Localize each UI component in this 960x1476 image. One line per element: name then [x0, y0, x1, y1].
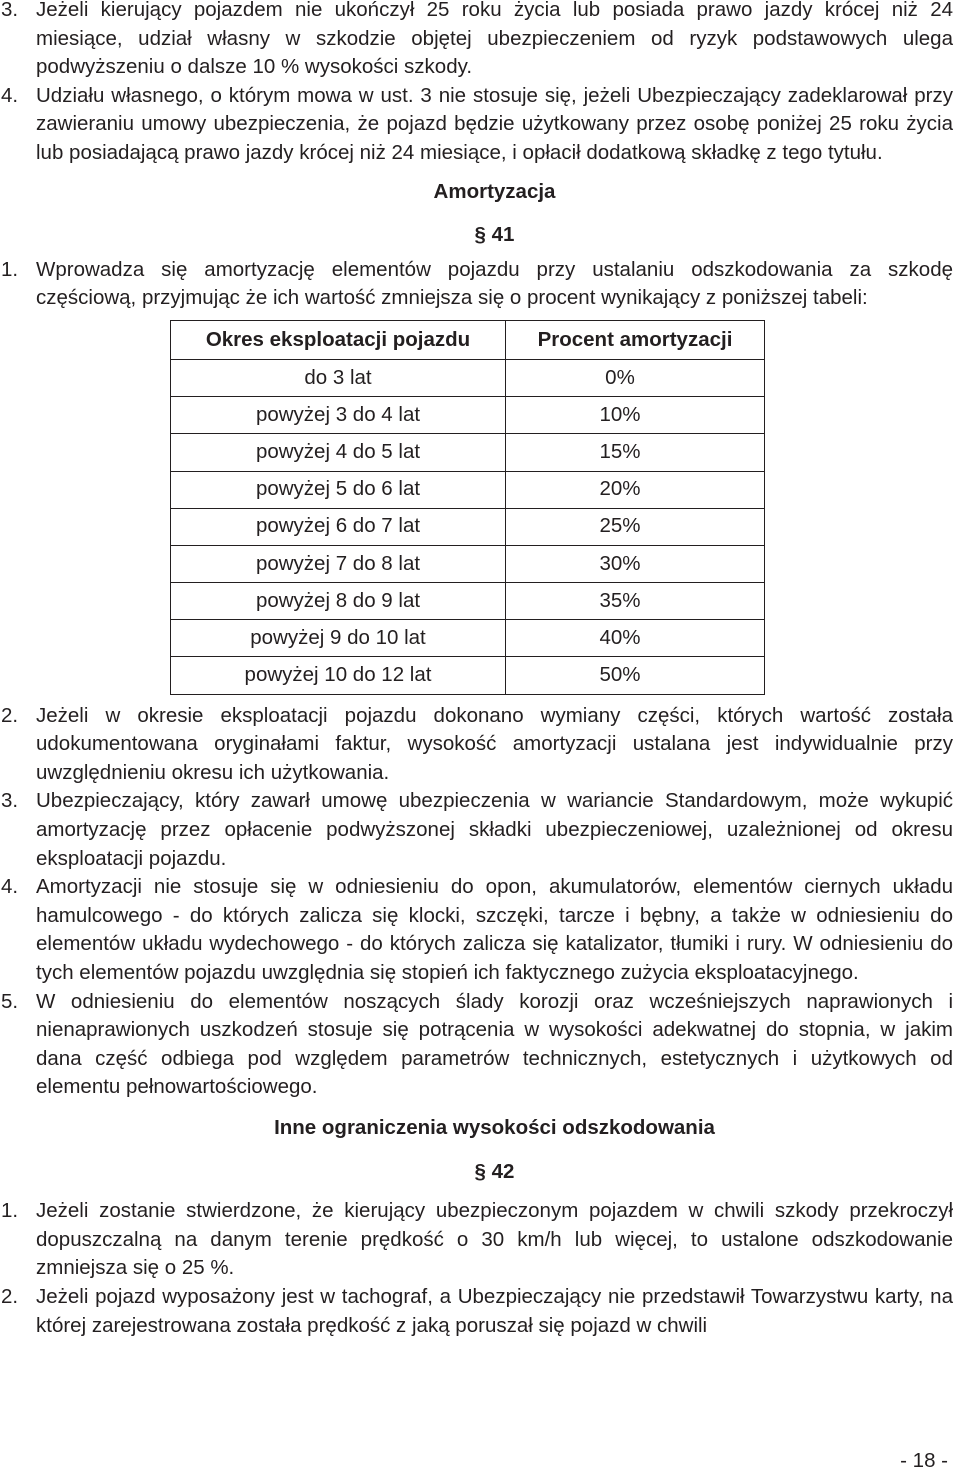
- period-cell: powyżej 3 do 4 lat: [171, 397, 506, 434]
- item-text: Wprowadza się amortyzację elementów pojazdu przy ustalaniu odszkodowania za szkodę częściową, przyjmując że ich wartość zmniejsza się o procent wynikający z poniższej tabeli:: [36, 257, 953, 310]
- item-text: Jeżeli zostanie stwierdzone, że kierujący ubezpieczonym pojazdem w chwili szkody przekroczył dopuszczalną na danym terenie prędkość o 30 km/h lub więcej, to ustalone odszkodowanie zmniejsza się o 25 %.: [36, 1199, 953, 1280]
- item-number: 4.: [1, 83, 19, 107]
- table-header-row: [171, 320, 765, 359]
- list-item: [0, 873, 960, 987]
- item-number: 3.: [1, 789, 19, 813]
- percent-cell: 20%: [506, 471, 765, 508]
- list-item: [0, 82, 960, 168]
- item-text: Jeżeli w okresie eksploatacji pojazdu dokonano wymiany części, których wartość została udokumentowana oryginałami faktur, wysokość amortyzacji ustalana jest indywidualnie przy uwzględnieniu okresu ich użytkowania.: [36, 703, 953, 784]
- percent-cell: 40%: [506, 620, 765, 657]
- percent-cell: 50%: [506, 657, 765, 694]
- column-header-percent: Procent amortyzacji: [506, 320, 765, 359]
- list-item: [0, 702, 960, 788]
- period-cell: powyżej 9 do 10 lat: [171, 620, 506, 657]
- section-heading-amortyzacja: Amortyzacja: [433, 179, 556, 203]
- table-row: [171, 620, 765, 657]
- period-cell: powyżej 5 do 6 lat: [171, 471, 506, 508]
- percent-cell: 0%: [506, 359, 765, 396]
- period-cell: powyżej 10 do 12 lat: [171, 657, 506, 694]
- item-number: 4.: [1, 875, 19, 899]
- table-row: [171, 359, 765, 396]
- item-text: W odniesieniu do elementów noszących ślady korozji oraz wcześniejszych naprawionych i nienaprawionych uszkodzeń stosuje się potrącenia w wysokości adekwatnej do stopnia, w jakim dana część odbiega pod względem parametrów technicznych, estetycznych i użytkowych od elementu pełnowartościowego.: [36, 989, 953, 1099]
- item-number: 1.: [1, 1199, 19, 1223]
- item-text: Udziału własnego, o którym mowa w ust. 3 nie stosuje się, jeżeli Ubezpieczający zadeklarował przy zawieraniu umowy ubezpieczenia, że pojazd będzie użytkowany przez osobę poniżej 25 roku życia lub posiadającą prawo jazdy krócej niż 24 miesiące, i opłacił dodatkową składkę z tego tytułu.: [36, 83, 953, 164]
- percent-cell: 30%: [506, 545, 765, 582]
- table-row: [171, 434, 765, 471]
- paragraph-sign-42: § 42: [474, 1159, 515, 1183]
- period-cell: powyżej 7 do 8 lat: [171, 545, 506, 582]
- table-row: [171, 471, 765, 508]
- list-item: [0, 1197, 960, 1283]
- amortization-table: [170, 320, 765, 695]
- percent-cell: 35%: [506, 583, 765, 620]
- item-number: 5.: [1, 989, 19, 1013]
- item-number: 2.: [1, 703, 19, 727]
- item-text: Amortyzacji nie stosuje się w odniesieniu do opon, akumulatorów, elementów ciernych układu hamulcowego - do których zalicza się klocki, szczęki, tarcze i bębny, a także w odniesieniu do elementów układu wydechowego - do których zalicza się katalizator, tłumiki i rury. W odniesieniu do tych elementów pojazdu uwzględnia się stopień ich faktycznego zużycia eksploatacyjnego.: [36, 875, 953, 984]
- table-row: [171, 583, 765, 620]
- period-cell: powyżej 6 do 7 lat: [171, 508, 506, 545]
- period-cell: powyżej 8 do 9 lat: [171, 583, 506, 620]
- item-text: Jeżeli kierujący pojazdem nie ukończył 25 roku życia lub posiada prawo jazdy krócej niż 24 miesiące, udział własny w szkodzie objętej ubezpieczeniem od ryzyk podstawowych ulega podwyższeniu o dalsze 10 % wysokości szkody.: [36, 0, 953, 79]
- period-cell: do 3 lat: [171, 359, 506, 396]
- column-header-period: Okres eksploatacji pojazdu: [171, 320, 506, 359]
- item-number: 2.: [1, 1284, 19, 1308]
- table-row: [171, 657, 765, 694]
- period-cell: powyżej 4 do 5 lat: [171, 434, 506, 471]
- list-item: [0, 0, 960, 82]
- percent-cell: 25%: [506, 508, 765, 545]
- list-item: [0, 256, 960, 313]
- page-number: - 18 -: [900, 1449, 948, 1472]
- list-item: [0, 988, 960, 1102]
- table-row: [171, 397, 765, 434]
- list-item: [0, 1283, 960, 1340]
- table-row: [171, 508, 765, 545]
- list-item: [0, 787, 960, 873]
- item-text: Jeżeli pojazd wyposażony jest w tachograf, a Ubezpieczający nie przedstawił Towarzystwu karty, na której zarejestrowana została prędkość z jaką poruszał się pojazd w chwili: [36, 1284, 953, 1337]
- percent-cell: 15%: [506, 434, 765, 471]
- paragraph-sign-41: § 41: [474, 223, 515, 247]
- table-row: [171, 545, 765, 582]
- section-heading-inne-ograniczenia: Inne ograniczenia wysokości odszkodowania: [274, 1115, 715, 1139]
- item-number: 1.: [1, 257, 19, 281]
- item-number: 3.: [1, 0, 19, 21]
- item-text: Ubezpieczający, który zawarł umowę ubezpieczenia w wariancie Standardowym, może wykupić amortyzację przez opłacenie podwyższonej składki ubezpieczeniowej, uzależnionej od okresu eksploatacji pojazdu.: [36, 789, 953, 870]
- percent-cell: 10%: [506, 397, 765, 434]
